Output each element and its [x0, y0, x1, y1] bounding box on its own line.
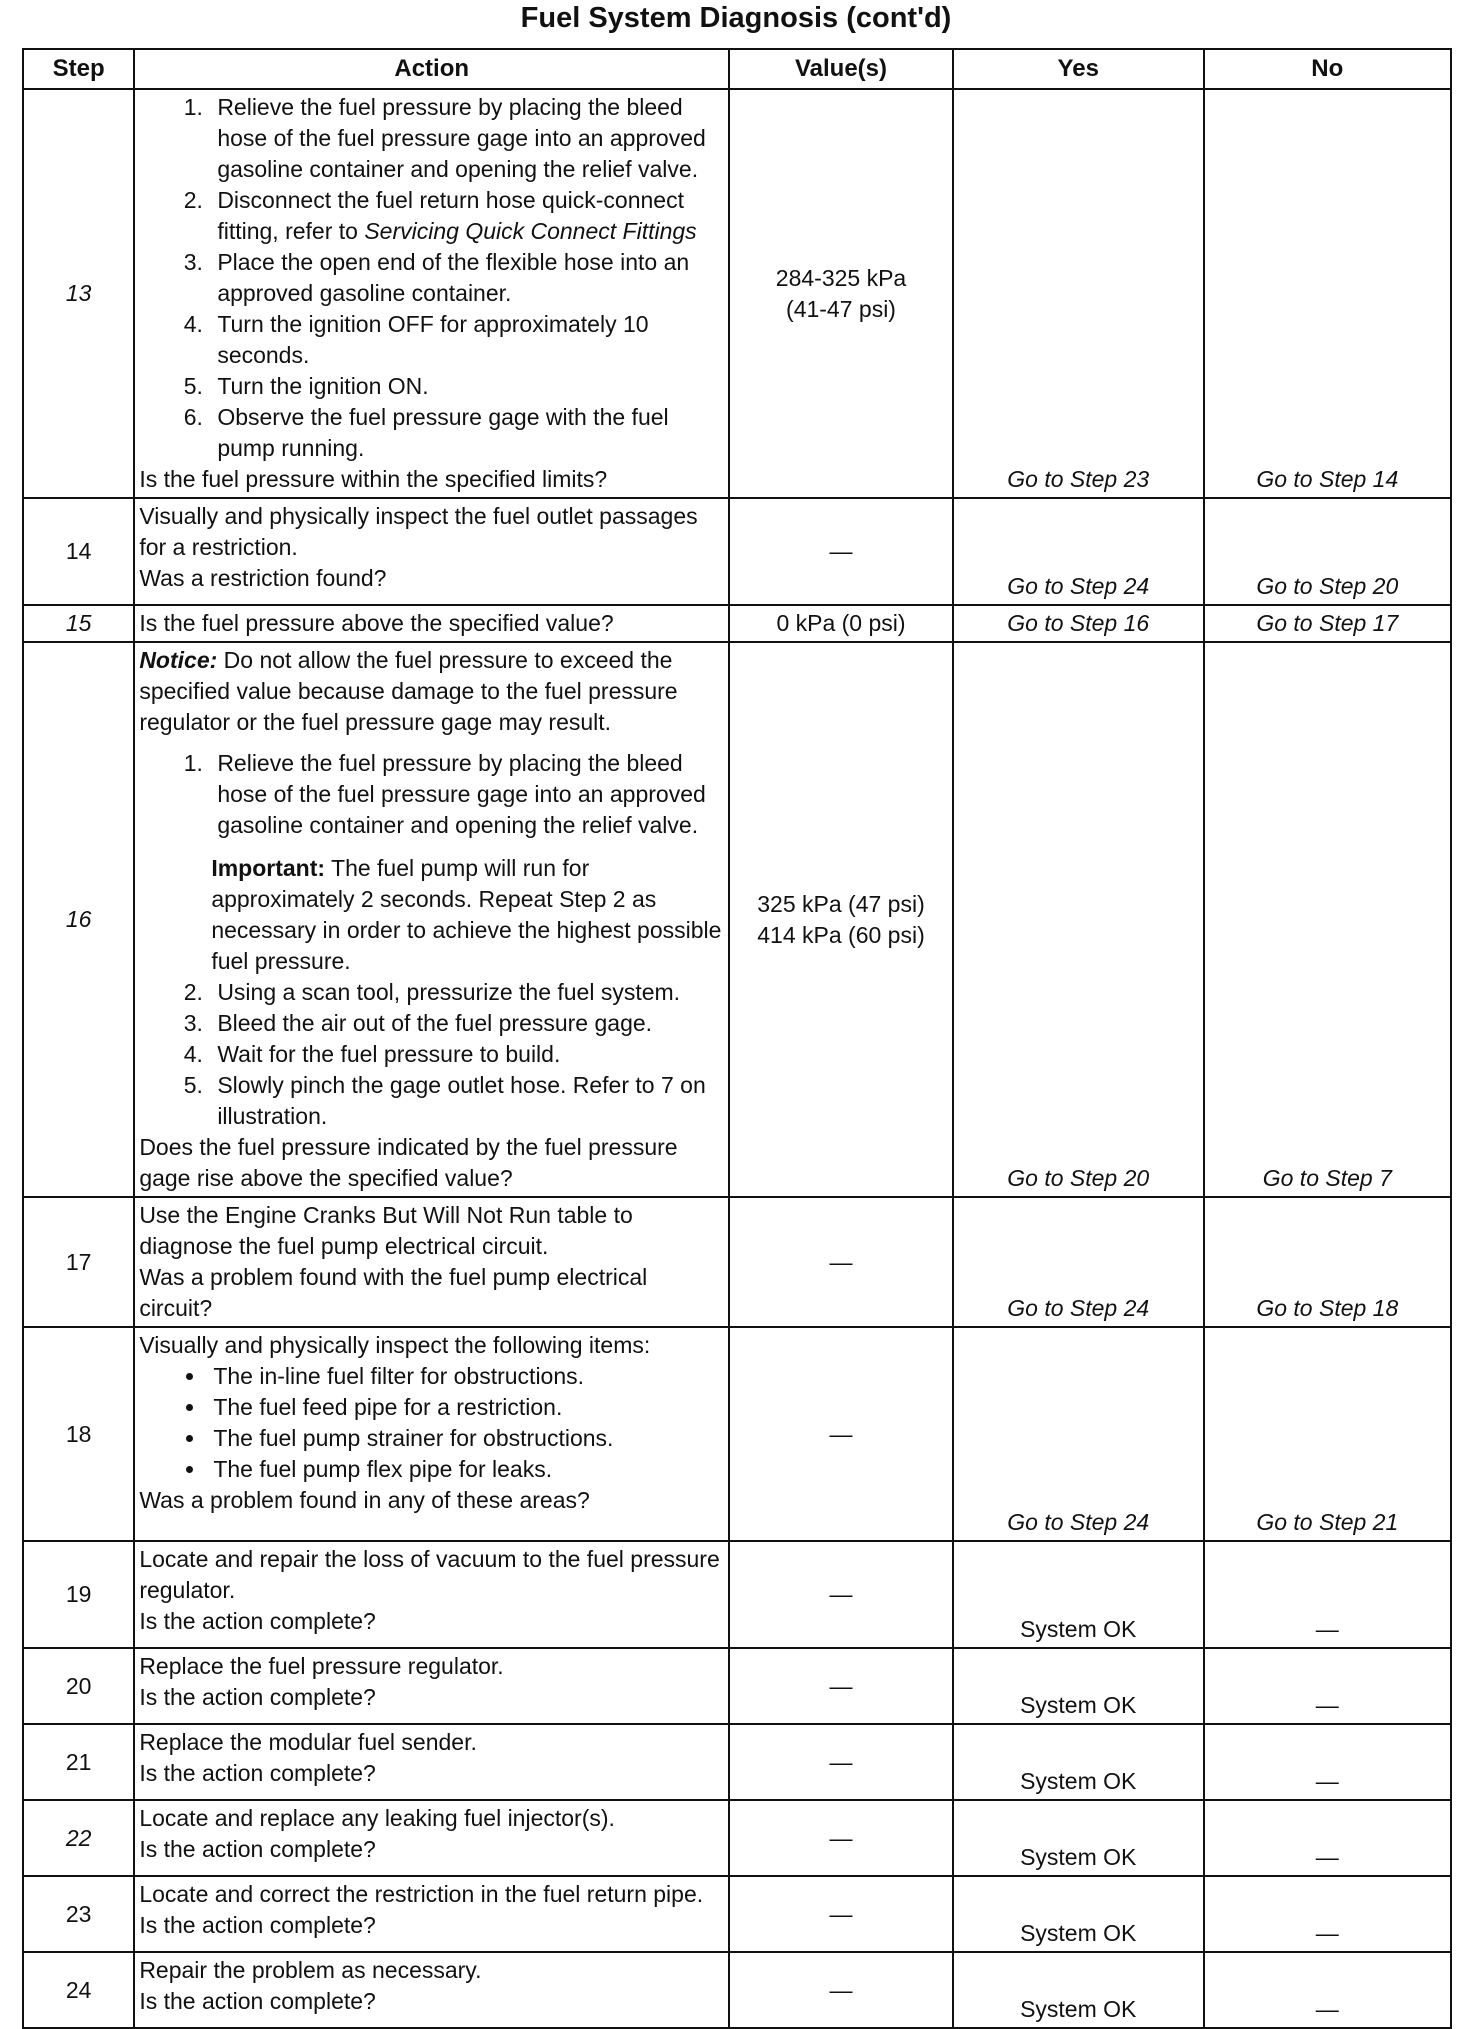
header-no: No	[1204, 49, 1451, 89]
no-link[interactable]: Go to Step 14	[1256, 466, 1399, 492]
list-item: • The in-line fuel filter for obstructions.	[207, 1361, 724, 1392]
table-row-step-14	[23, 498, 1451, 605]
table-row-step-19	[23, 1541, 1451, 1648]
step-number: 23	[23, 1876, 134, 1952]
action-list	[139, 977, 724, 1132]
yes-cell	[953, 605, 1204, 642]
value-cell	[729, 642, 953, 1197]
step-number: 21	[23, 1724, 134, 1800]
value-cell: 0 kPa (0 psi)	[729, 605, 953, 642]
list-item: 3. Bleed the air out of the fuel pressure gage.	[209, 1008, 724, 1039]
action-cell	[134, 1952, 729, 2028]
action-list	[139, 92, 724, 464]
list-item: 1. Relieve the fuel pressure by placing the bleed hose of the fuel pressure gage into an approved gasoline container and opening the relief valve.	[209, 92, 724, 185]
action-cell	[134, 1724, 729, 1800]
step-number: 14	[23, 498, 134, 605]
action-text: Locate and correct the restriction in the fuel return pipe.	[139, 1881, 704, 1907]
value-cell: —	[729, 1197, 953, 1327]
question: Is the action complete?	[139, 1988, 376, 2014]
no-cell	[1204, 1327, 1451, 1541]
table-row-step-24	[23, 1952, 1451, 2028]
header-action: Action	[134, 49, 729, 89]
question: Is the fuel pressure within the specified limits?	[139, 466, 608, 492]
important-note	[139, 853, 724, 977]
yes-cell	[953, 642, 1204, 1197]
list-item: • The fuel pump flex pipe for leaks.	[207, 1454, 724, 1485]
yes-link[interactable]: Go to Step 24	[1007, 1509, 1150, 1535]
table-row-step-20	[23, 1648, 1451, 1724]
no-cell	[1204, 642, 1451, 1197]
list-item: 4. Wait for the fuel pressure to build.	[209, 1039, 724, 1070]
value-cell: —	[729, 1327, 953, 1541]
question: Is the action complete?	[139, 1912, 376, 1938]
value-cell: —	[729, 498, 953, 605]
yes-cell	[953, 1327, 1204, 1541]
header-yes: Yes	[953, 49, 1204, 89]
notice-text: Do not allow the fuel pressure to exceed the specified value because damage to the fuel pressure regulator or the fuel pressure gage may result.	[139, 647, 678, 735]
yes-link[interactable]: Go to Step 24	[1007, 1295, 1150, 1321]
step-number: 15	[23, 605, 134, 642]
yes-cell	[953, 89, 1204, 498]
no-link[interactable]: Go to Step 20	[1256, 573, 1399, 599]
value-cell: —	[729, 1800, 953, 1876]
header-values: Value(s)	[729, 49, 953, 89]
step-number: 20	[23, 1648, 134, 1724]
table-row-step-17	[23, 1197, 1451, 1327]
no-cell: —	[1204, 1724, 1451, 1800]
list-item: 6. Observe the fuel pressure gage with the fuel pump running.	[209, 402, 724, 464]
yes-cell: System OK	[953, 1648, 1204, 1724]
no-link[interactable]: Go to Step 17	[1256, 610, 1399, 636]
yes-cell: System OK	[953, 1541, 1204, 1648]
important-text: The fuel pump will run for approximately 2 seconds. Repeat Step 2 as necessary in order to achieve the highest possible fuel pressure.	[211, 855, 722, 974]
yes-link[interactable]: Go to Step 20	[1007, 1165, 1150, 1191]
action-text: Replace the modular fuel sender.	[139, 1729, 477, 1755]
value-cell: —	[729, 1876, 953, 1952]
step-number: 13	[23, 89, 134, 498]
question: Is the action complete?	[139, 1760, 376, 1786]
step-number: 16	[23, 642, 134, 1197]
action-cell	[134, 1876, 729, 1952]
question: Was a restriction found?	[139, 565, 387, 591]
action-cell	[134, 498, 729, 605]
table-row-step-22	[23, 1800, 1451, 1876]
value-line: 284-325 kPa	[775, 264, 907, 291]
yes-link[interactable]: Go to Step 23	[1007, 466, 1150, 492]
no-cell: —	[1204, 1876, 1451, 1952]
table-row-step-18	[23, 1327, 1451, 1541]
no-cell: —	[1204, 1952, 1451, 2028]
action-text: Visually and physically inspect the fuel outlet passages for a restriction.	[139, 503, 698, 560]
no-cell	[1204, 605, 1451, 642]
no-link[interactable]: Go to Step 21	[1256, 1509, 1399, 1535]
action-text: Visually and physically inspect the following items:	[139, 1332, 651, 1358]
no-cell	[1204, 89, 1451, 498]
no-link[interactable]: Go to Step 18	[1256, 1295, 1399, 1321]
value-line: 325 kPa (47 psi)	[757, 890, 925, 917]
action-text: Locate and repair the loss of vacuum to the fuel pressure regulator.	[139, 1546, 720, 1603]
list-item: 2. Using a scan tool, pressurize the fuel system.	[209, 977, 724, 1008]
table-row-step-21	[23, 1724, 1451, 1800]
action-cell	[134, 1648, 729, 1724]
list-item	[209, 185, 724, 247]
yes-cell: System OK	[953, 1876, 1204, 1952]
question: Is the fuel pressure above the specified value?	[139, 610, 614, 636]
notice	[139, 645, 724, 738]
list-item: • The fuel pump strainer for obstructions.	[207, 1423, 724, 1454]
step-number: 18	[23, 1327, 134, 1541]
value-cell: —	[729, 1648, 953, 1724]
header-row	[23, 49, 1451, 89]
question: Was a problem found in any of these areas?	[139, 1487, 590, 1513]
value-cell: —	[729, 1952, 953, 2028]
diagnosis-table	[22, 48, 1452, 2029]
header-step: Step	[23, 49, 134, 89]
yes-cell	[953, 498, 1204, 605]
page-title: Fuel System Diagnosis (cont'd)	[520, 2, 952, 34]
no-cell: —	[1204, 1800, 1451, 1876]
list-item: 4. Turn the ignition OFF for approximately 10 seconds.	[209, 309, 724, 371]
step-number: 17	[23, 1197, 134, 1327]
yes-cell: System OK	[953, 1800, 1204, 1876]
step-number: 22	[23, 1800, 134, 1876]
action-cell	[134, 1800, 729, 1876]
value-line: (41-47 psi)	[786, 295, 896, 322]
question: Is the action complete?	[139, 1684, 376, 1710]
table-row-step-13	[23, 89, 1451, 498]
no-cell: —	[1204, 1541, 1451, 1648]
action-cell	[134, 1541, 729, 1648]
action-cell	[134, 1197, 729, 1327]
action-text: Replace the fuel pressure regulator.	[139, 1653, 504, 1679]
list-item: 5. Turn the ignition ON.	[209, 371, 724, 402]
action-cell	[134, 89, 729, 498]
yes-cell: System OK	[953, 1952, 1204, 2028]
action-cell	[134, 1327, 729, 1541]
step-number: 24	[23, 1952, 134, 2028]
no-cell	[1204, 498, 1451, 605]
table-row-step-23	[23, 1876, 1451, 1952]
question: Is the action complete?	[139, 1836, 376, 1862]
no-cell	[1204, 1197, 1451, 1327]
value-cell: —	[729, 1724, 953, 1800]
bullet-list	[139, 1361, 724, 1485]
action-text: Repair the problem as necessary.	[139, 1957, 482, 1983]
action-text: Locate and replace any leaking fuel injector(s).	[139, 1805, 615, 1831]
important-label: Important:	[211, 855, 326, 881]
action-list	[139, 748, 724, 841]
step-number: 19	[23, 1541, 134, 1648]
question: Was a problem found with the fuel pump electrical circuit?	[139, 1264, 648, 1321]
action-cell	[134, 605, 729, 642]
value-line: 414 kPa (60 psi)	[757, 921, 925, 948]
list-item: 3. Place the open end of the flexible hose into an approved gasoline container.	[209, 247, 724, 309]
list-item: 1. Relieve the fuel pressure by placing the bleed hose of the fuel pressure gage into an approved gasoline container and opening the relief valve.	[209, 748, 724, 841]
yes-link[interactable]: Go to Step 24	[1007, 573, 1150, 599]
list-item: 5. Slowly pinch the gage outlet hose. Refer to 7 on illustration.	[209, 1070, 724, 1132]
action-text: Use the Engine Cranks But Will Not Run table to diagnose the fuel pump electrical circuit.	[139, 1202, 633, 1259]
yes-cell	[953, 1197, 1204, 1327]
question: Is the action complete?	[139, 1608, 376, 1634]
yes-link[interactable]: Go to Step 16	[1007, 610, 1150, 636]
yes-cell: System OK	[953, 1724, 1204, 1800]
table-row-step-15	[23, 605, 1451, 642]
value-cell	[729, 89, 953, 498]
notice-label: Notice:	[139, 647, 218, 673]
table-row-step-16	[23, 642, 1451, 1197]
question: Does the fuel pressure indicated by the fuel pressure gage rise above the specified value?	[139, 1134, 678, 1191]
action-cell	[134, 642, 729, 1197]
no-cell: —	[1204, 1648, 1451, 1724]
list-item: • The fuel feed pipe for a restriction.	[207, 1392, 724, 1423]
value-cell: —	[729, 1541, 953, 1648]
no-link[interactable]: Go to Step 7	[1262, 1165, 1392, 1191]
reference-link[interactable]: Servicing Quick Connect Fittings	[364, 218, 697, 244]
item-text: Disconnect the fuel return hose quick-connect fitting, refer to	[217, 187, 684, 244]
